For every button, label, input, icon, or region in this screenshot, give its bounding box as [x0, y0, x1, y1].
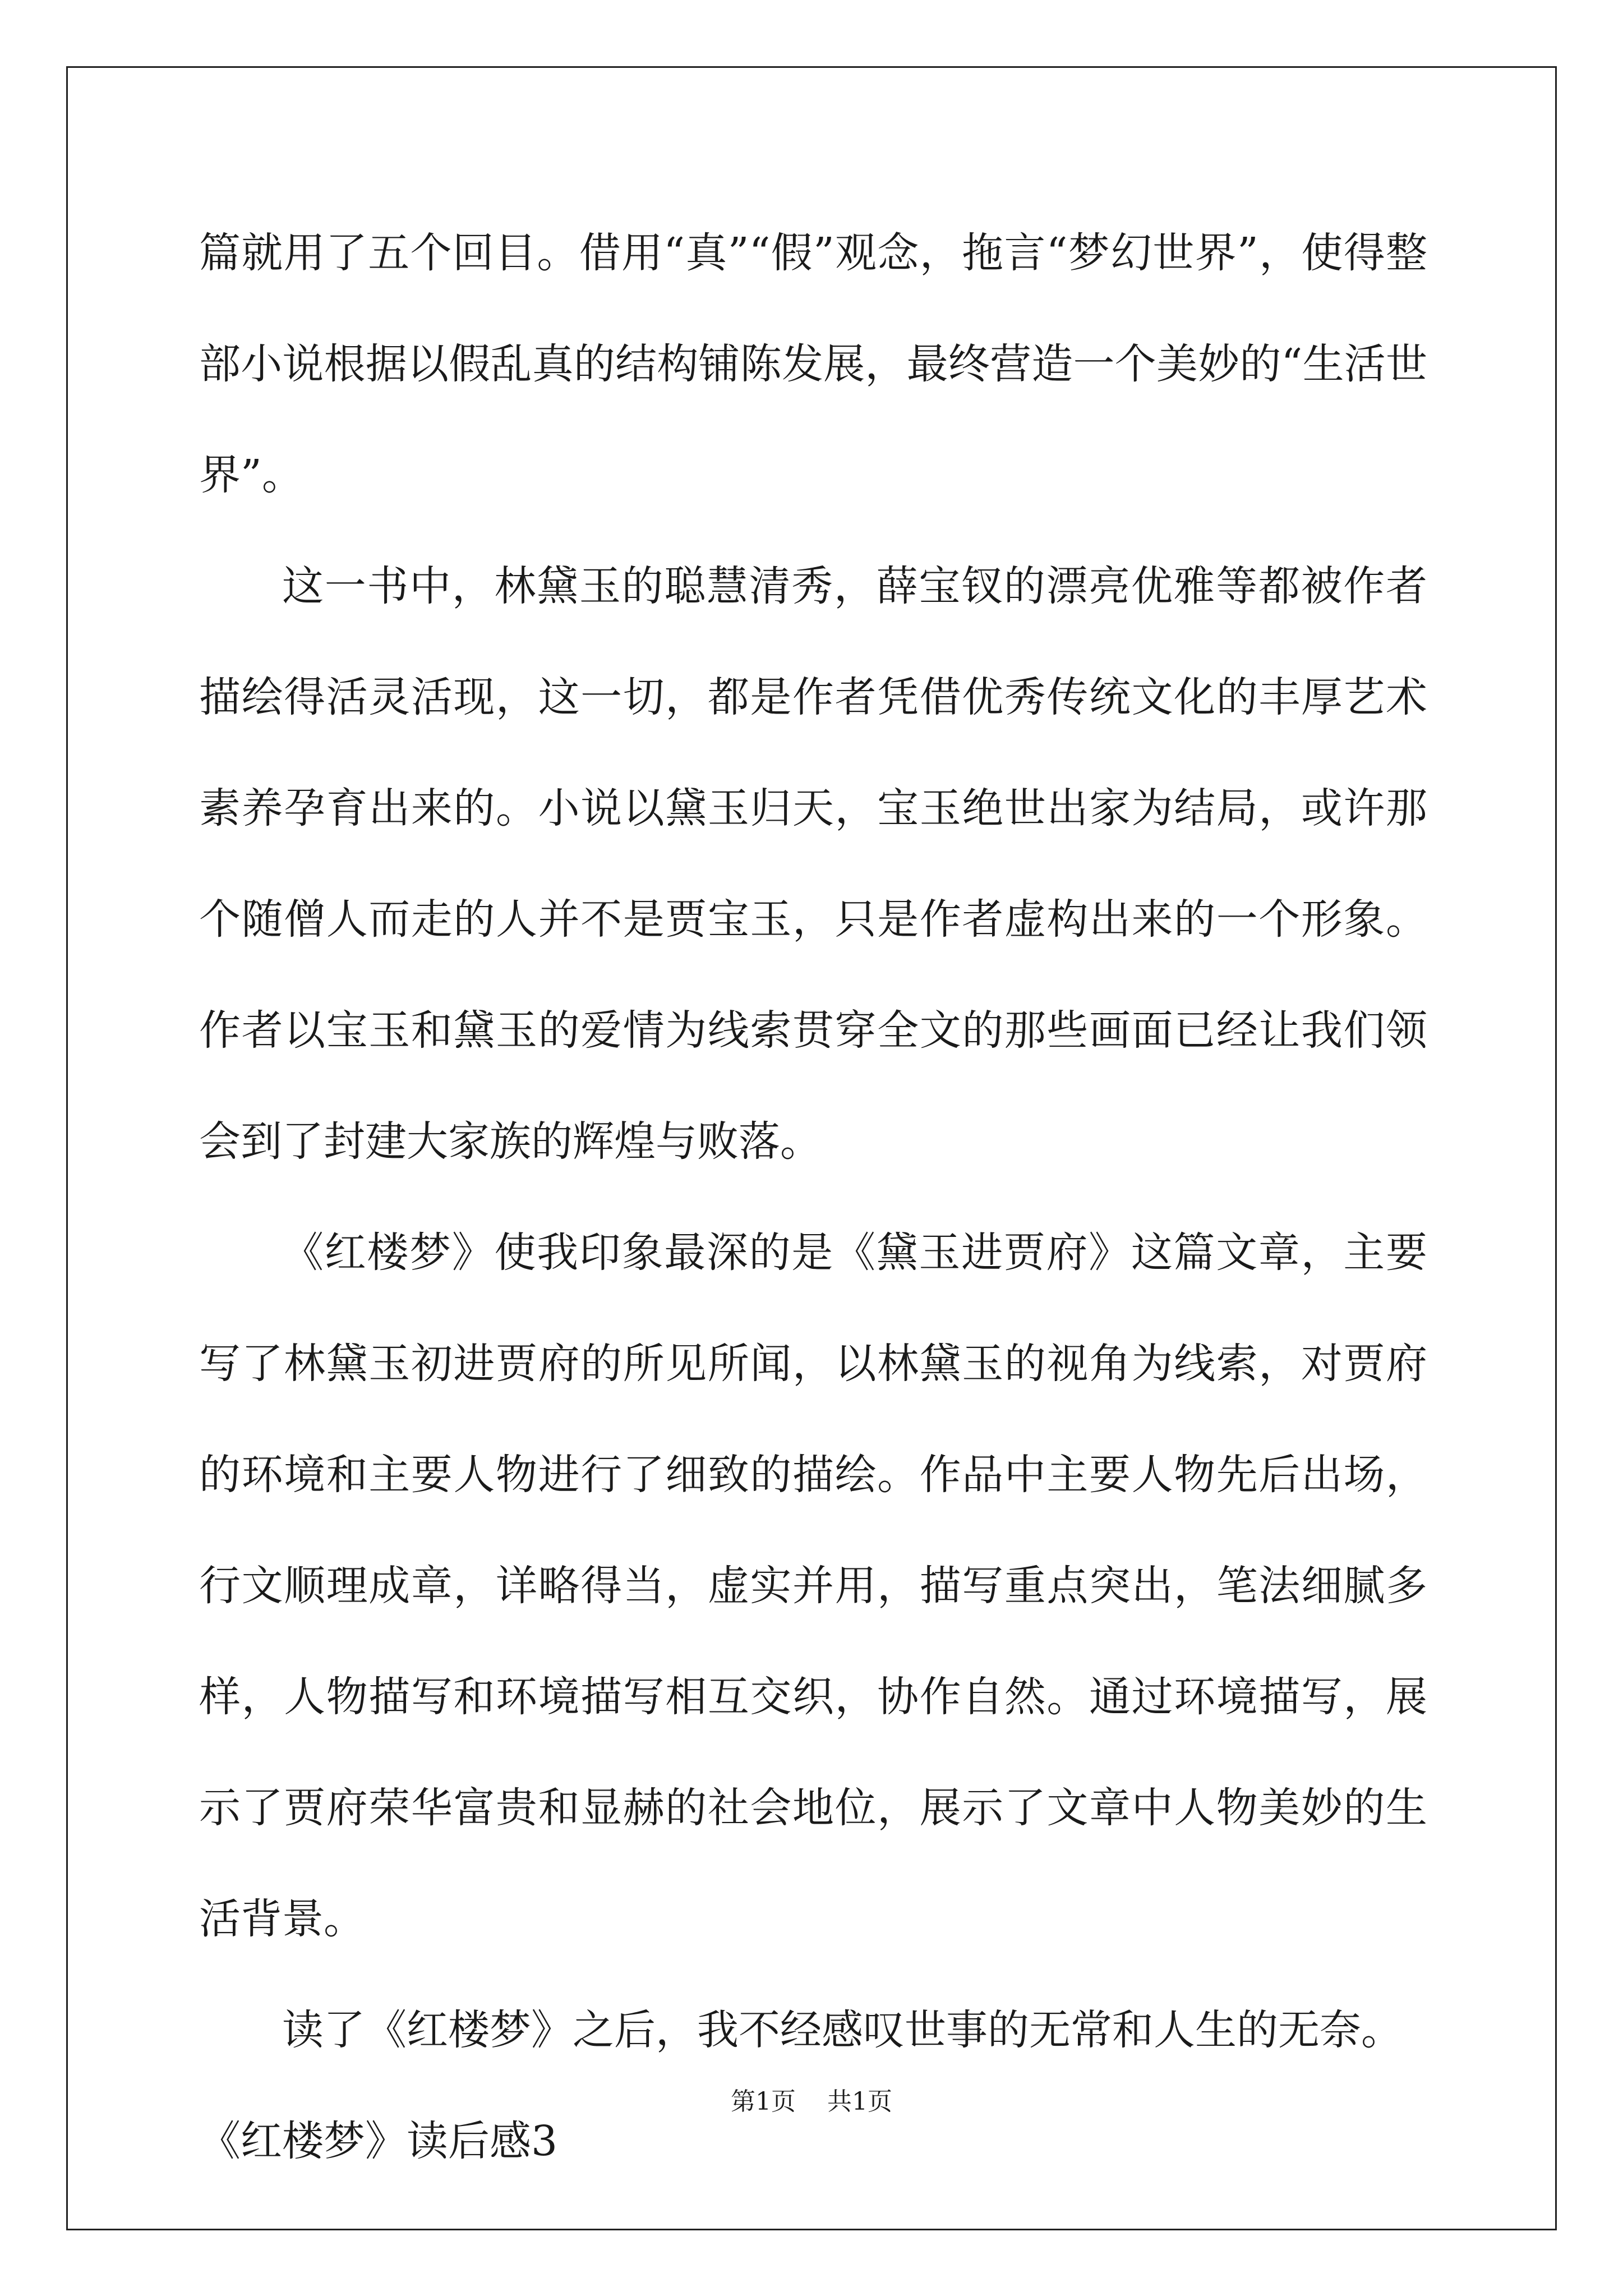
page-number-footer: 第1页 共1页: [731, 2087, 892, 2116]
document-body: [199, 197, 1427, 2197]
section-heading: 《红楼梦》读后感3: [199, 2117, 558, 2165]
paragraph-2: 这一书中，林黛玉的聪慧清秀，薛宝钗的漂亮优雅等都被作者描绘得活灵活现，这一切，都是作者凭借优秀传统文化的丰厚艺术素养孕育出来的。小说以黛玉归天，宝玉绝世出家为结局，或许那个随僧人而走的人并不是贾宝玉，只是作者虚构出来的一个形象。作者以宝玉和黛玉的爱情为线索贯穿全文的那些画面已经让我们领会到了封建大家族的辉煌与败落。: [199, 562, 1427, 1166]
paragraph-3: 《红楼梦》使我印象最深的是《黛玉进贾府》这篇文章，主要写了林黛玉初进贾府的所见所闻，以林黛玉的视角为线索，对贾府的环境和主要人物进行了细致的描绘。作品中主要人物先后出场，行文顺理成章，详略得当，虚实并用，描写重点突出，笔法细腻多样，人物描写和环境描写相互交织，协作自然。通过环境描写，展示了贾府荣华富贵和显赫的社会地位，展示了文章中人物美妙的生活背景。: [199, 1228, 1427, 1943]
paragraph-1: 篇就用了五个回目。借用“真”“假”观念，拖言“梦幻世界”，使得整部小说根据以假乱真的结构铺陈发展，最终营造一个美妙的“生活世界”。: [199, 229, 1427, 499]
paragraph-4: 读了《红楼梦》之后，我不经感叹世事的无常和人生的无奈。: [282, 2006, 1403, 2054]
